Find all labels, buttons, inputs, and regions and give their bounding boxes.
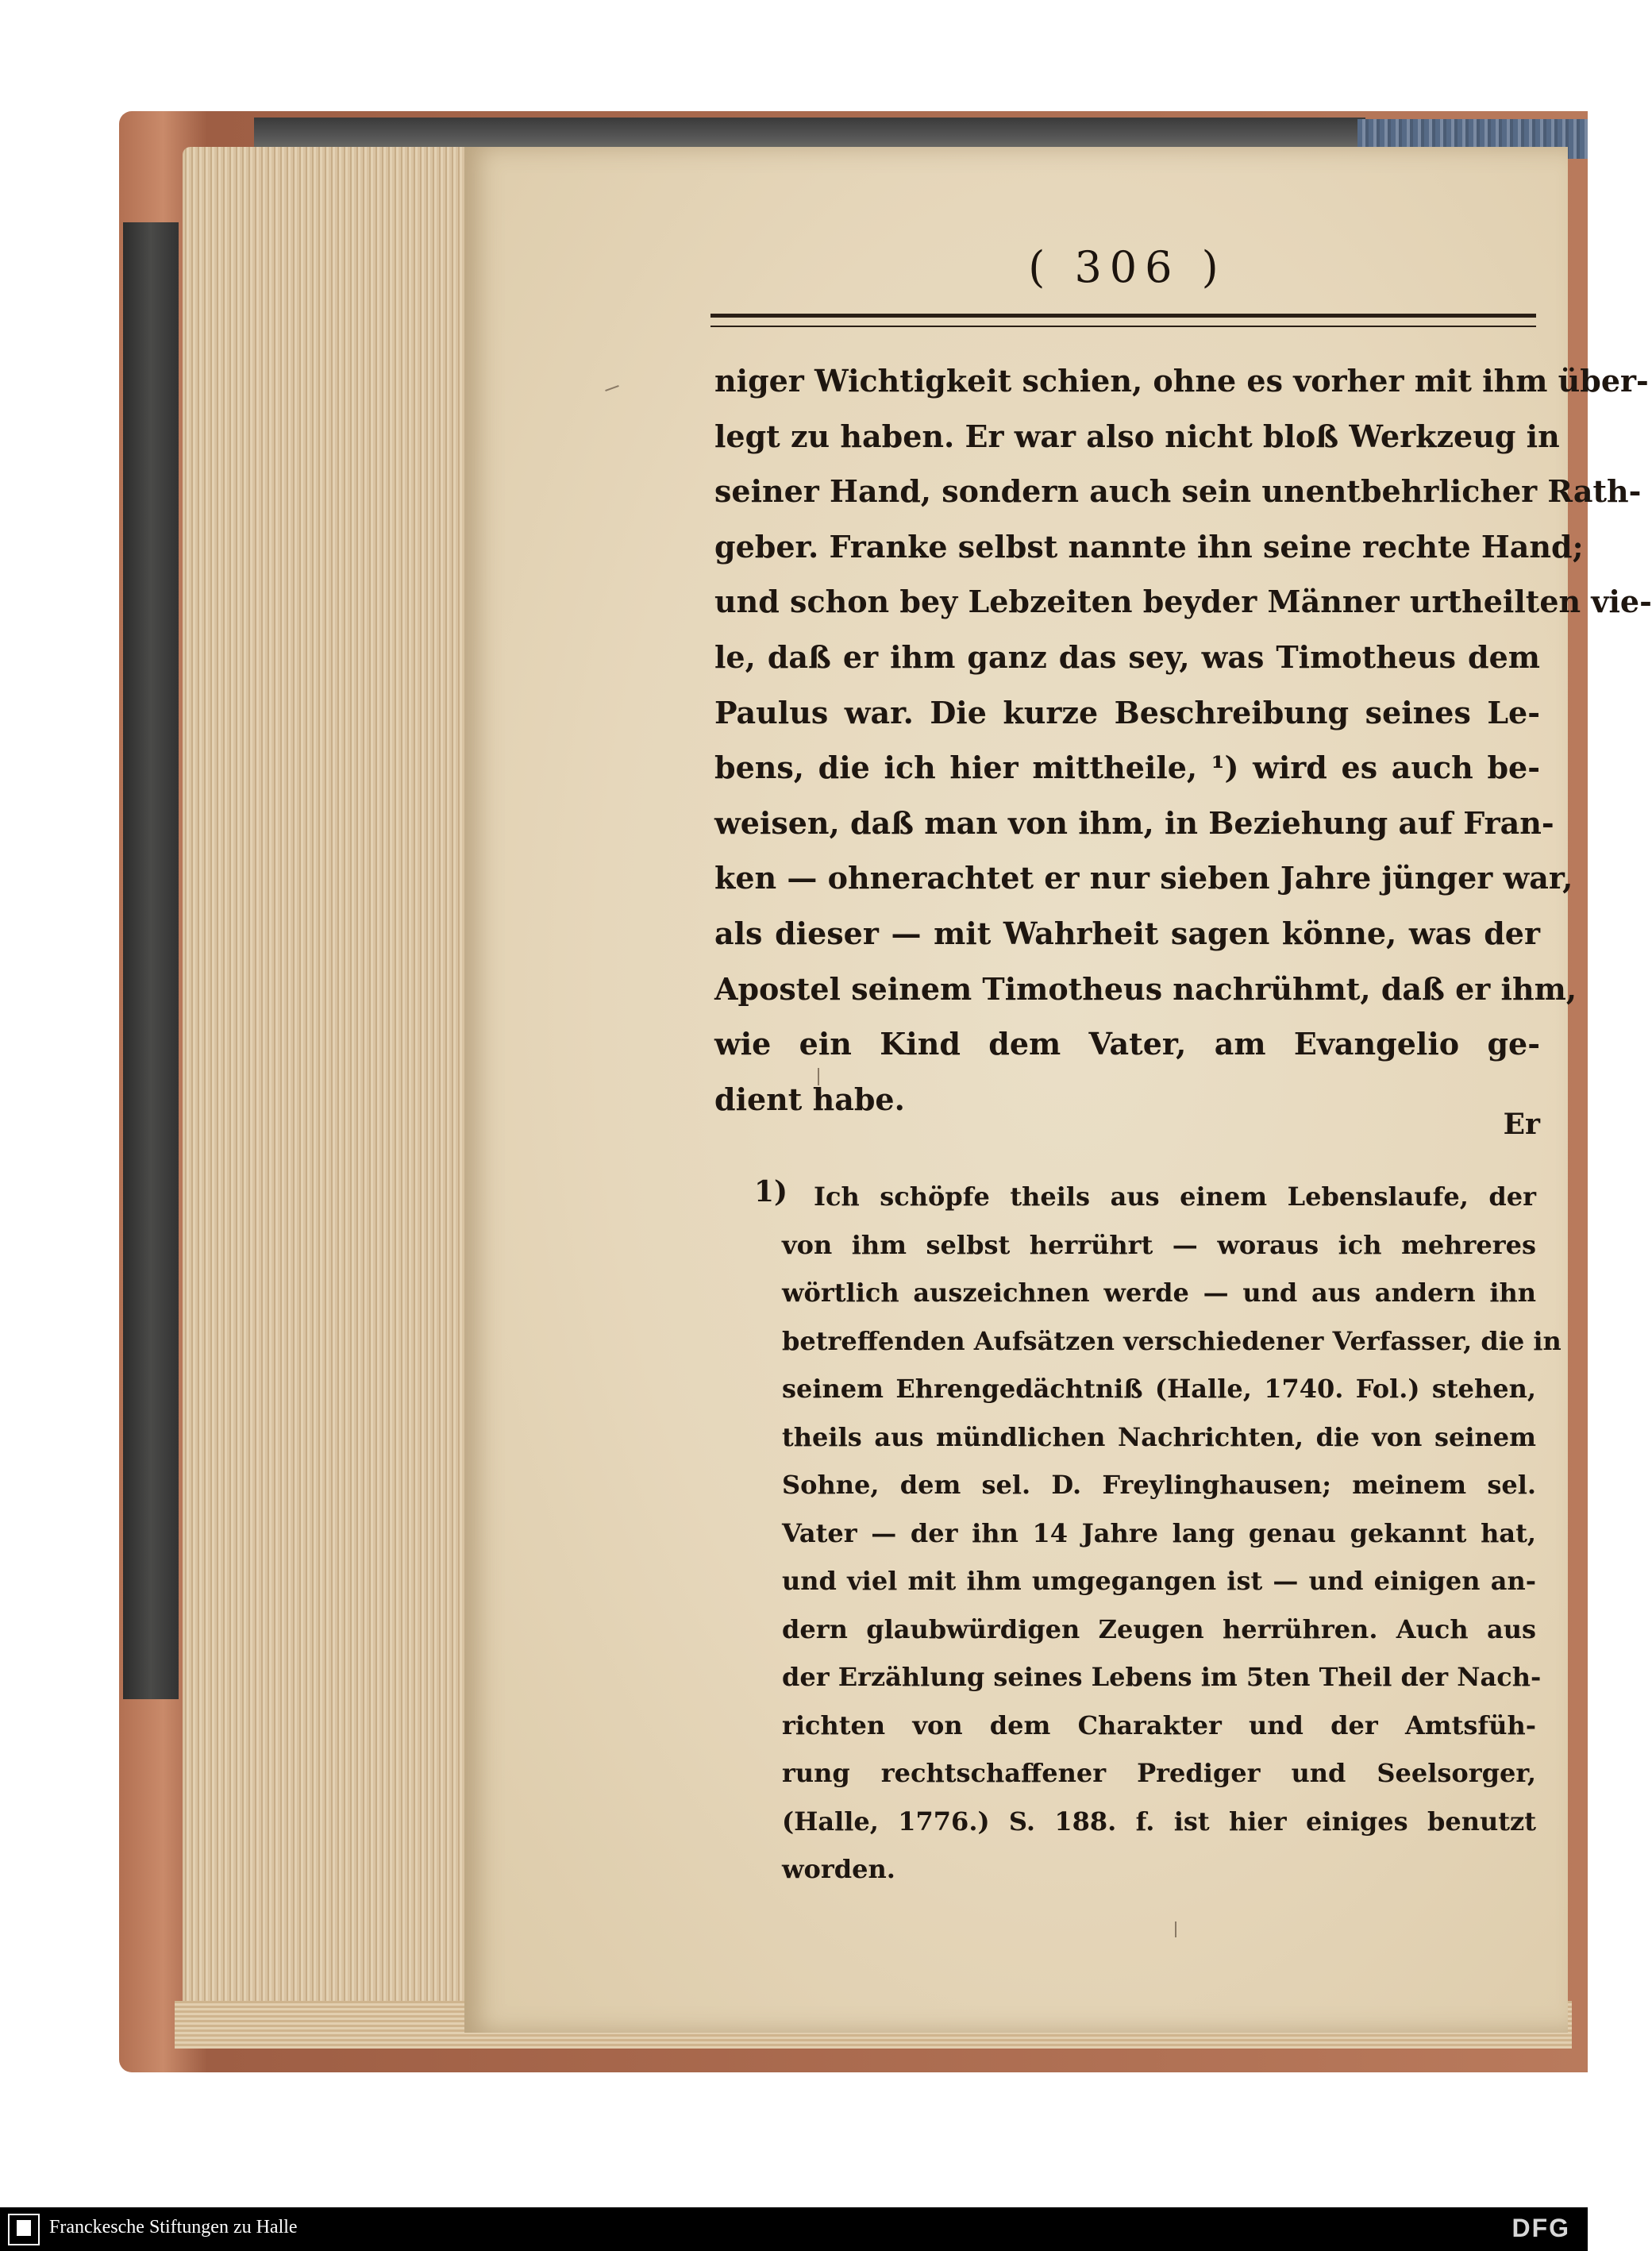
- footnote-marker: 1): [754, 1175, 788, 1208]
- book-cover-top: [254, 118, 1365, 149]
- header-rule: [710, 314, 1536, 327]
- text-line: als dieser — mit Wahrheit sagen könne, was der: [714, 915, 1540, 951]
- text-line: bens, die ich hier mittheile, ¹) wird es auch be-: [714, 750, 1540, 786]
- text-line: legt zu haben. Er war also nicht bloß Werkzeug in: [714, 418, 1560, 454]
- text-line: ken — ohnerachtet er nur sieben Jahre jünger war,: [714, 860, 1573, 896]
- text-line: Paulus war. Die kurze Beschreibung seines Le-: [714, 694, 1540, 730]
- footnote-line: der Erzählung seines Lebens im 5ten Theil der Nach-: [782, 1662, 1542, 1692]
- footnote-line: richten von dem Charakter und der Amtsfüh-: [782, 1709, 1536, 1740]
- page-block-edges: [183, 147, 468, 2029]
- text-line: niger Wichtigkeit schien, ohne es vorher mit ihm über-: [714, 363, 1649, 399]
- text-line: weisen, daß man von ihm, in Beziehung auf Fran-: [714, 804, 1554, 841]
- footnote-line: (Halle, 1776.) S. 188. f. ist hier einiges benutzt: [782, 1806, 1536, 1837]
- footnote-line: Ich schöpfe theils aus einem Lebenslaufe, der: [814, 1181, 1536, 1212]
- main-text: [714, 353, 1652, 1127]
- footnote-line: von ihm selbst herrührt — woraus ich mehreres: [782, 1229, 1536, 1260]
- text-line: Apostel seinem Timotheus nachrühmt, daß er ihm,: [714, 970, 1577, 1007]
- footnote-line: rung rechtschaffener Prediger und Seelsorger,: [782, 1758, 1536, 1788]
- footnote-line: worden.: [782, 1854, 895, 1884]
- footnote-line: und viel mit ihm umgegangen ist — und einigen an-: [782, 1566, 1536, 1596]
- footnote-line: betreffenden Aufsätzen verschiedener Verfasser, die in: [782, 1325, 1562, 1356]
- text-line: seiner Hand, sondern auch sein unentbehrlicher Rath-: [714, 473, 1642, 510]
- footer-credit: Franckesche Stiftungen zu Halle: [49, 2217, 298, 2238]
- francke-foundation-logo-icon: [8, 2214, 40, 2245]
- page-number: ( 306 ): [1028, 242, 1226, 292]
- book-spine-edge: [123, 222, 179, 1699]
- dfg-badge: DFG: [1511, 2214, 1570, 2242]
- text-line: und schon bey Lebzeiten beyder Männer urtheilten vie-: [714, 584, 1652, 620]
- catchword: Er: [1503, 1108, 1540, 1141]
- footnote-line: Vater — der ihn 14 Jahre lang genau gekannt hat,: [782, 1517, 1536, 1548]
- footnote: [782, 1173, 1562, 1894]
- footnote-line: dern glaubwürdigen Zeugen herrühren. Auch aus: [782, 1613, 1536, 1644]
- footnote-line: wörtlich auszeichnen werde — und aus andern ihn: [782, 1278, 1536, 1308]
- text-line: le, daß er ihm ganz das sey, was Timotheus dem: [714, 638, 1540, 675]
- footnote-line: theils aus mündlichen Nachrichten, die von seinem: [782, 1421, 1536, 1452]
- text-line: geber. Franke selbst nannte ihn seine rechte Hand;: [714, 528, 1584, 565]
- footnote-line: Sohne, dem sel. D. Freylinghausen; meinem sel.: [782, 1470, 1536, 1500]
- footer-bar: [0, 2207, 1588, 2251]
- text-line: dient habe.: [714, 1081, 905, 1117]
- text-line: wie ein Kind dem Vater, am Evangelio ge-: [714, 1026, 1540, 1062]
- pencil-mark: [1175, 1921, 1176, 1937]
- footnote-line: seinem Ehrengedächtniß (Halle, 1740. Fol.) stehen,: [782, 1374, 1536, 1404]
